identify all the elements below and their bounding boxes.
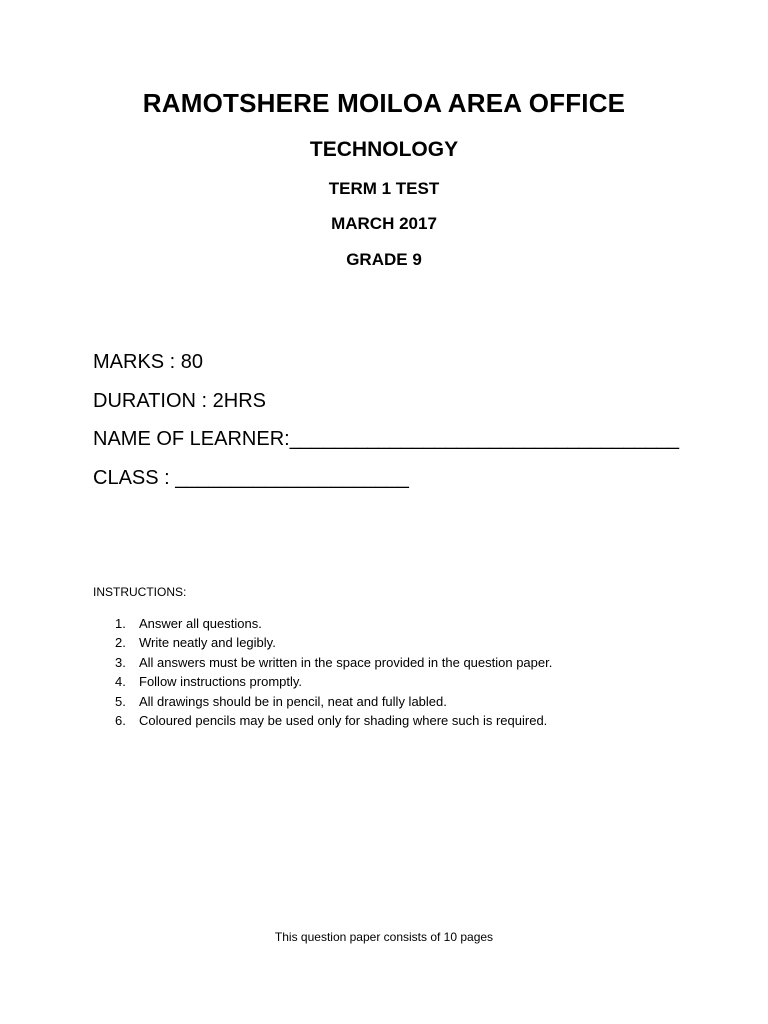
instruction-item xyxy=(115,711,552,730)
instruction-text: Answer all questions. xyxy=(139,616,262,631)
instruction-list xyxy=(115,614,552,730)
instruction-item xyxy=(115,692,552,711)
instruction-number: 6. xyxy=(115,712,126,728)
instruction-number: 2. xyxy=(115,635,126,651)
instruction-item xyxy=(115,672,552,691)
class-field: CLASS : _____________________ xyxy=(93,467,409,489)
learner-name-field: NAME OF LEARNER:___________________________________ xyxy=(93,428,680,450)
page-count-note: This question paper consists of 10 pages xyxy=(274,930,494,944)
instruction-number: 1. xyxy=(115,616,126,631)
test-date: MARCH 2017 xyxy=(331,214,437,233)
instruction-text: All drawings should be in pencil, neat and fully labled. xyxy=(139,693,447,709)
instruction-item xyxy=(115,653,552,672)
instruction-number: 3. xyxy=(115,654,126,670)
subject-title: TECHNOLOGY xyxy=(309,138,459,161)
instruction-item xyxy=(115,633,552,652)
instruction-text: All answers must be written in the space provided in the question paper. xyxy=(139,654,553,670)
instruction-number: 4. xyxy=(115,674,126,690)
grade-label: GRADE 9 xyxy=(346,250,422,269)
instruction-text: Coloured pencils may be used only for shading where such is required. xyxy=(139,712,548,728)
instructions-heading: INSTRUCTIONS: xyxy=(93,585,187,599)
office-title: RAMOTSHERE MOILOA AREA OFFICE xyxy=(142,88,626,118)
instruction-text: Write neatly and legibly. xyxy=(139,635,276,651)
instruction-item xyxy=(115,614,552,633)
duration-field: DURATION : 2HRS xyxy=(93,390,266,412)
test-name: TERM 1 TEST xyxy=(328,179,440,198)
marks-field: MARKS : 80 xyxy=(93,351,204,373)
instruction-number: 5. xyxy=(115,693,126,709)
instruction-text: Follow instructions promptly. xyxy=(139,674,303,690)
